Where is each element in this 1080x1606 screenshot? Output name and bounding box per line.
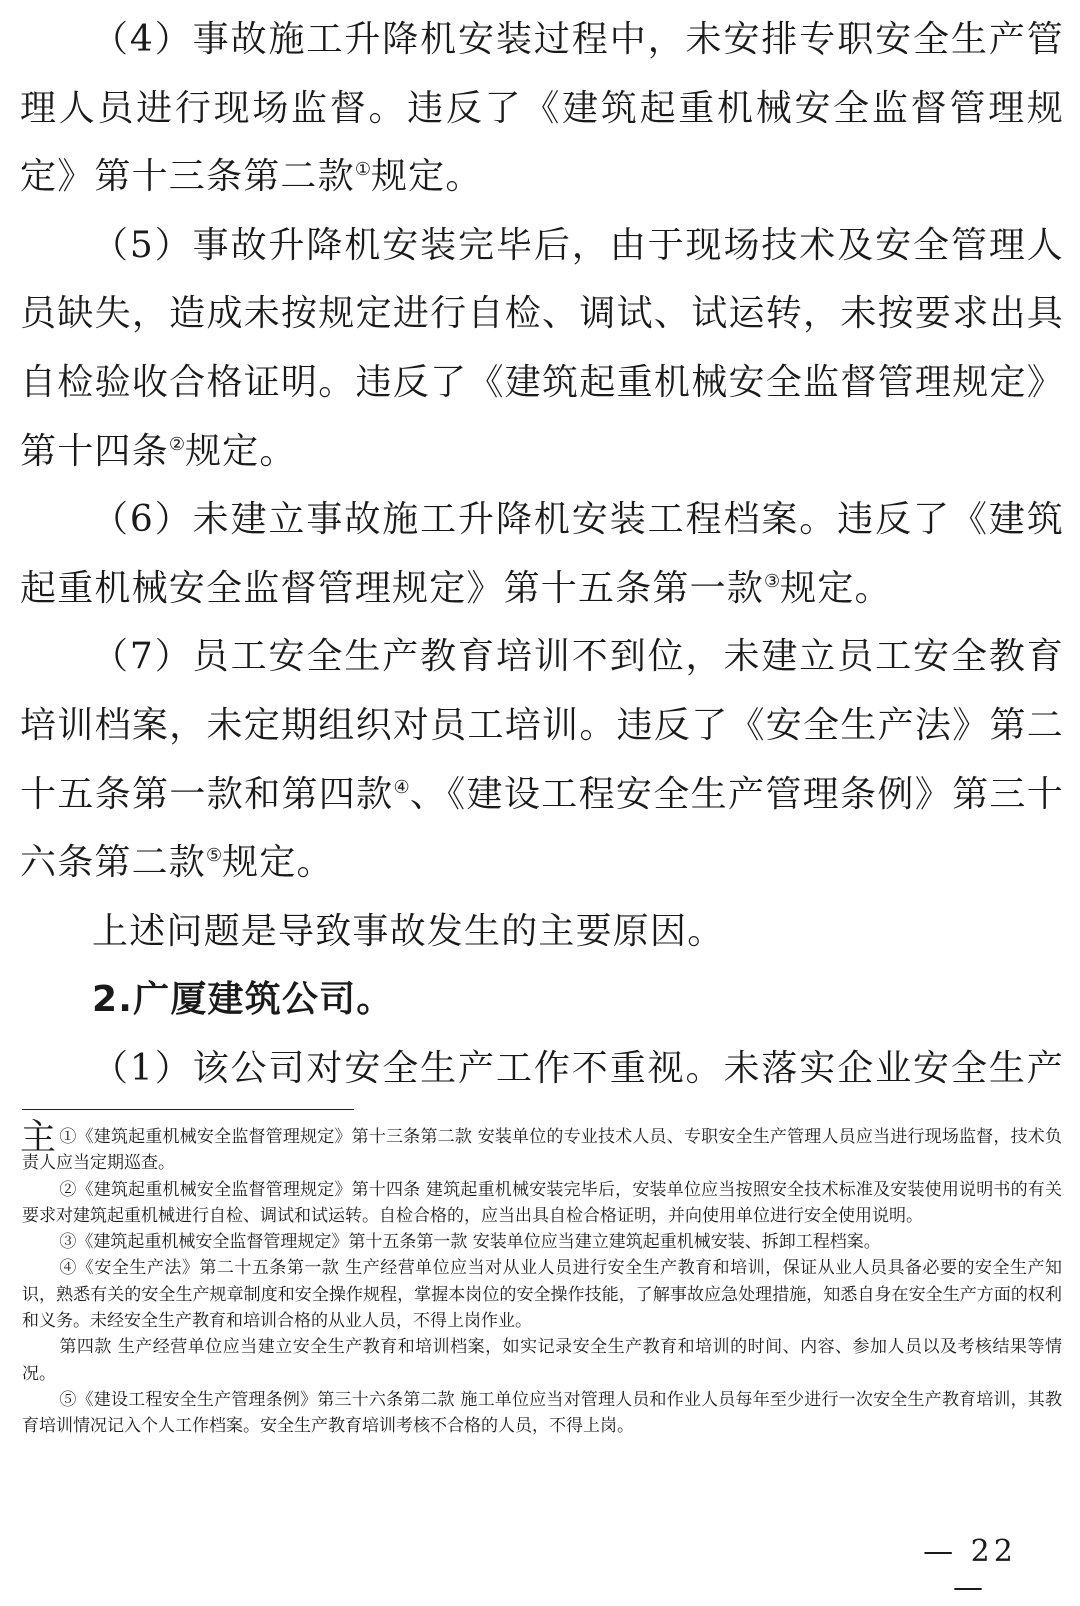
summary-paragraph: 上述问题是导致事故发生的主要原因。: [92, 910, 725, 952]
paragraph-item-6: （6）未建立事故施工升降机安装工程档案。违反了《建筑起重机械安全监督管理规定》第十五条第一款③规定。: [20, 499, 1064, 609]
section-heading: 2.广厦建筑公司。: [92, 979, 394, 1021]
footnote-1: ①《建筑起重机械安全监督管理规定》第十三条第二款 安装单位的专业技术人员、专职安全生产管理人员应当进行现场监督，技术负责人应当定期巡查。: [22, 1127, 1062, 1174]
footnote-ref-3[interactable]: ③: [764, 570, 781, 592]
footnote-2: ②《建筑起重机械安全监督管理规定》第十四条 建筑起重机械安装完毕后，安装单位应当按照安全技术标准及安装使用说明书的有关要求对建筑起重机械进行自检、调试和试运转。自检合格的，应当出具自检合格证明，并向使用单位进行安全使用说明。: [22, 1179, 1062, 1226]
paragraph-item-7: （7）员工安全生产教育培训不到位，未建立员工安全教育培训档案，未定期组织对员工培训。违反了《安全生产法》第二十五条第一款和第四款④、《建设工程安全生产管理条例》第三十六条第二款⑤规定。: [20, 636, 1064, 884]
page-number: — 22 —: [923, 1534, 1017, 1605]
body-text: [20, 6, 1064, 1172]
footnote-divider: [22, 1109, 354, 1110]
footnote-3: ③《建筑起重机械安全监督管理规定》第十五条第一款 安装单位应当建立建筑起重机械安装、拆卸工程档案。: [59, 1232, 881, 1253]
footnote-5: ⑤《建设工程安全生产管理条例》第三十六条第二款 施工单位应当对管理人员和作业人员每年至少进行一次安全生产教育培训，其教育培训情况记入个人工作档案。安全生产教育培训考核不合格的人员，不得上岗。: [22, 1389, 1062, 1437]
footnote-4: ④《安全生产法》第二十五条第一款 生产经营单位应当对从业人员进行安全生产教育和培训，保证从业人员具备必要的安全生产知识，熟悉有关的安全生产规章制度和安全操作规程，掌握本岗位的安全操作技能，了解事故应急处理措施，知悉自身在安全生产方面的权利和义务。未经安全生产教育和培训合格的从业人员，不得上岗作业。: [22, 1258, 1062, 1332]
footnote-ref-4[interactable]: ④: [393, 776, 410, 798]
footnote-ref-1[interactable]: ①: [354, 159, 371, 181]
footnotes: [22, 1124, 1062, 1440]
footnote-ref-2[interactable]: ②: [168, 433, 185, 455]
footnote-4-clause-4: 第四款 生产经营单位应当建立安全生产教育和培训档案，如实记录安全生产教育和培训的时间、内容、参加人员以及考核结果等情况。: [22, 1337, 1062, 1384]
footnote-ref-5[interactable]: ⑤: [206, 845, 223, 867]
paragraph-item-4: （4）事故施工升降机安装过程中，未安排专职安全生产管理人员进行现场监督。违反了《建筑起重机械安全监督管理规定》第十三条第二款①规定。: [20, 19, 1064, 198]
paragraph-item-5: （5）事故升降机安装完毕后，由于现场技术及安全管理人员缺失，造成未按规定进行自检、调试、试运转，未按要求出具自检验收合格证明。违反了《建筑起重机械安全监督管理规定》第十四条②规定。: [20, 224, 1064, 472]
paragraph-item-1: （1）该公司对安全生产工作不重视。未落实企业安全生产主: [20, 1047, 1064, 1158]
